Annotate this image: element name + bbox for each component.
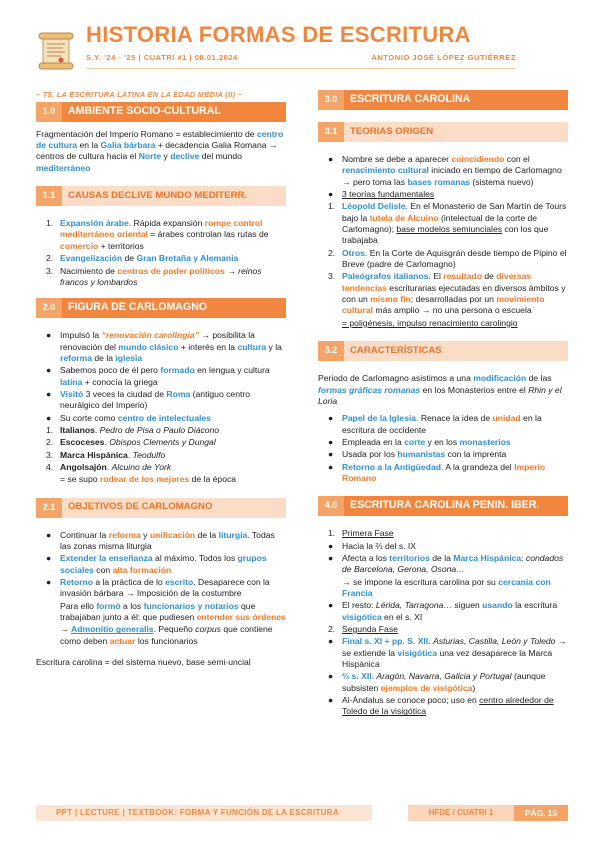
author-name: ANTONIO JOSÉ LÓPEZ GUTIÉRREZ	[371, 53, 516, 62]
list-item: ● Continuar la reforma y unificación de la liturgia. Todas las zonas misma liturgia	[46, 529, 275, 552]
section-number: 3.2	[318, 341, 344, 361]
page-header	[34, 22, 574, 86]
section-number: 2.1	[36, 498, 62, 518]
list-item: = se supo rodear de los mejores de la época	[60, 474, 237, 485]
section-number: 4.0	[318, 496, 344, 516]
section-3-2-paragraph: Periodo de Carlomagno asistimos a una modificación de las formas gráficas romanas en los Monasterios entre el Rhin y el Loria	[318, 373, 562, 406]
section-2-1-list	[36, 530, 286, 647]
list-item: ● Retorno a la práctica de lo escrito. Desaparece con la invasión bárbara → Imposición de la costumbre	[46, 577, 270, 599]
section-number: 2.0	[36, 298, 62, 318]
list-item: 2. Evangelización de Gran Bretaña y Alemania	[46, 253, 239, 264]
list-item: ● 3 teorías fundamentales	[328, 189, 435, 200]
section-number: 3.1	[318, 122, 344, 142]
footer-sources: PPT | LECTURE | TEXTBOOK: FORMA Y FUNCIÓN DE LA ESCRITURA	[36, 805, 372, 821]
section-3-2-header	[318, 341, 568, 361]
section-4-0-header	[318, 496, 568, 516]
list-item: ● Usada por los humanistas con la imprenta	[328, 449, 507, 460]
section-number: 1.0	[36, 102, 62, 122]
list-item: ● Hacia la ⅔ del s. IX	[328, 540, 417, 551]
list-item: ● Al-Ándalus se conoce poco; uso en centro alrededor de Toledo de la visigótica	[328, 695, 554, 717]
topic-tag: – T5. LA ESCRITURA LATINA EN LA EDAD MEDIA (II) –	[36, 90, 243, 99]
list-item: 3. Nacimiento de centros de poder políticos → reinos francos y lombardos	[46, 265, 262, 287]
left-column	[36, 90, 286, 674]
section-1-1-header	[36, 186, 286, 206]
section-1-0-paragraph: Fragmentación del Imperio Romano = establecimiento de centro de cultura en la Galia bárbara + decadencia Galia Romana → centros de cultura hacia el Norte y declive del mundo mediterráneo	[36, 128, 284, 173]
right-column	[318, 90, 568, 724]
section-3-1-header	[318, 122, 568, 142]
list-item: = poligénesis, impulso renacimiento carolingio	[342, 317, 518, 328]
section-title: CAUSAS DECLIVE MUNDO MEDITERR.	[62, 186, 286, 206]
page-footer	[36, 805, 568, 821]
list-item: ● Nombre se debe a aparecer coincidiendo con el renacimiento cultural iniciado en tiempo de Carlomagno → pero toma las bases romanas (sistema nuevo)	[328, 154, 562, 187]
scroll-icon	[34, 28, 78, 72]
section-3-2-list	[318, 413, 568, 484]
list-item: 4. Angolsajón. Alcuino de York	[46, 461, 172, 472]
list-item: 2. Escoceses. Obispos Clements y Dungal	[46, 437, 216, 448]
list-item: 1. Italianos. Pedro de Pisa o Paulo Diácono	[46, 424, 220, 435]
section-title: ESCRITURA CAROLINA	[344, 90, 568, 110]
list-item: ● Su corte como centro de intelectuales	[46, 412, 211, 423]
list-item: ● Sabemos poco de él pero formado en lengua y cultura latina + conocía la griega	[46, 365, 270, 387]
list-item: 3. Marca Hispánica. Teodulfo	[46, 449, 166, 460]
subtitle-row	[86, 53, 516, 63]
header-divider	[86, 68, 516, 69]
section-2-0-list	[36, 330, 286, 485]
list-item: → Admonitio generalis. Pequeño corpus que contiene como deben actuar los funcionarios	[60, 624, 273, 646]
list-item: 3. Paleógrafos italianos. El resultado de diversas tendencias escriturarias ejecutadas en diversos ámbitos y con un mismo fin; desarrolladas por un movimiento cultural más amplio → no una persona o escuela	[328, 271, 566, 316]
closing-note: Escritura carolina = del sistema nuevo, base semi-uncial	[36, 657, 251, 668]
list-item: 2. Segunda Fase	[328, 624, 398, 634]
section-title: OBJETIVOS DE CARLOMAGNO	[62, 498, 286, 518]
list-item: Para ello formó a los funcionarios y notarios que trabajaban junto a él: que pudiesen entender sus órdenes	[60, 600, 286, 623]
list-item: ● Visitó 3 veces la ciudad de Roma (antiguo centro neurálgico del Imperio)	[46, 388, 250, 411]
section-title: ESCRITURA CAROLINA PENIN. IBER.	[344, 496, 568, 516]
course-meta: S.Y. '24 - '25 | CUATRI #1 | 08.01.2024	[86, 53, 238, 62]
list-item: ● Retorno a la Antigüedad. A la grandeza del Imperio Romano	[328, 461, 546, 483]
list-item: ● ⅔ s. XII. Aragón, Navarra, Galicia y Portugal (aunque subsisten ejemplos de visigótica)	[328, 671, 546, 693]
list-item: 1. Expansión árabe. Rápida expansión rompe control mediterráneo oriental = árabes controlan las rutas de comercio + territorios	[46, 218, 269, 251]
list-item: ● Extender la enseñanza al máximo. Todos los grupos sociales con alta formación	[46, 553, 267, 575]
section-1-1-list	[36, 218, 286, 288]
list-item: ● El resto: Lérida, Tarragona… siguen usando la escritura visigótica en el s. XI	[328, 600, 558, 622]
list-item: ● Papel de la Iglesia. Renace la idea de unidad en la escritura de occidente	[328, 413, 542, 435]
section-number: 1.1	[36, 186, 62, 206]
section-title: TEORIAS ORIGEN	[344, 122, 568, 142]
list-item: 1. Léopold Delisle. En el Monasterio de San Martín de Tours bajo la tutela de Alcuino (intelectual de la corte de Carlomagno); base modelos semiunciales con los que trabajaba	[328, 201, 567, 246]
list-item: ● Afecta a los territorios de la Marca Hispánica: condados de Barcelona, Gerona, Osona…	[328, 552, 564, 575]
page-title: HISTORIA FORMAS DE ESCRITURA	[86, 22, 471, 47]
list-item: ● Impulsó la “renovación carolingia” → posibilita la renovación del mundo clásico + interés en la cultura y la reforma de la iglesia	[46, 330, 282, 363]
section-2-1-header	[36, 498, 286, 518]
section-3-1-list	[318, 154, 568, 329]
list-item: → se impone la escritura carolina por su cercanía con Francia	[342, 576, 551, 598]
section-1-0-header	[36, 102, 286, 122]
page-number: PÁG. 15	[514, 805, 568, 821]
section-title: CARACTERÍSTICAS	[344, 341, 568, 361]
list-item: 1. Primera Fase	[328, 528, 394, 539]
list-item: ● Final s. XI + pp. S. XII. Asturias, Castilla, León y Toledo → se extiende la visigótica una vez desaparece la Marca Hispánica	[328, 636, 567, 670]
list-item: ● Empleada en la corte y en los monasterios	[328, 436, 511, 447]
section-title: AMBIENTE SOCIO-CULTURAL	[62, 102, 286, 122]
footer-course: HFDE / CUATRI 1	[408, 805, 514, 821]
section-title: FIGURA DE CARLOMAGNO	[62, 298, 286, 318]
section-4-0-list	[318, 528, 568, 718]
section-number: 3.0	[318, 90, 344, 110]
section-2-0-header	[36, 298, 286, 318]
list-item: 2. Otros. En la Corte de Aquisgrán desde tiempo de Pipino el Breve (padre de Carlomagno)	[328, 247, 567, 270]
section-3-0-header	[318, 90, 568, 110]
